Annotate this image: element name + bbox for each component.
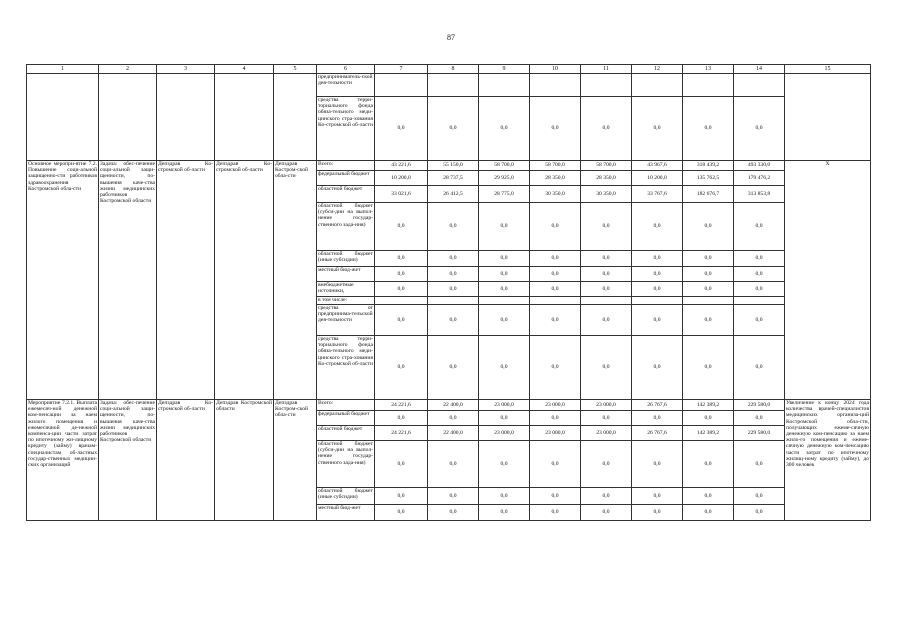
value-cell: 0,0 — [683, 282, 734, 297]
empty-cell — [27, 74, 99, 161]
header-cell: 9 — [479, 65, 530, 74]
value-cell — [683, 74, 734, 97]
header-cell: 8 — [428, 65, 479, 74]
value-cell: 0,0 — [428, 411, 479, 426]
value-cell: 0,0 — [530, 203, 581, 251]
value-cell: 0,0 — [683, 203, 734, 251]
funding-source: Всего: — [317, 400, 375, 411]
value-cell: 26 412,5 — [428, 186, 479, 203]
value-cell: 0,0 — [581, 97, 632, 161]
result-cell — [785, 74, 871, 161]
value-cell: 0,0 — [683, 336, 734, 400]
value-cell: 142 389,2 — [683, 400, 734, 411]
value-cell: 23 000,0 — [530, 426, 581, 441]
value-cell: 0,0 — [581, 411, 632, 426]
value-cell — [428, 74, 479, 97]
header-cell: 4 — [215, 65, 274, 74]
value-cell: 0,0 — [734, 336, 785, 400]
funding-table — [26, 64, 871, 521]
value-cell: 23 000,0 — [479, 426, 530, 441]
value-cell: 58 700,0 — [581, 161, 632, 171]
value-cell: 313 853,8 — [734, 186, 785, 203]
value-cell: 0,0 — [428, 97, 479, 161]
value-cell: 0,0 — [479, 411, 530, 426]
value-cell: 0,0 — [683, 488, 734, 505]
value-cell: 28 350,0 — [581, 171, 632, 186]
value-cell: 23 000,0 — [581, 426, 632, 441]
value-cell: 229 580,0 — [734, 400, 785, 411]
value-cell: 0,0 — [428, 305, 479, 336]
value-cell: 0,0 — [734, 505, 785, 521]
funding-source: областной бюджет (иные субсидии) — [317, 251, 375, 267]
value-cell — [632, 74, 683, 97]
value-cell: 0,0 — [479, 441, 530, 488]
value-cell: 0,0 — [479, 305, 530, 336]
value-cell: 0,0 — [632, 336, 683, 400]
cell-col2: Задача: обес-печение соци-альной защи-щенности, по-вышения каче-ства жизни медицинских работников Костромской области — [99, 161, 157, 400]
value-cell: 0,0 — [375, 488, 428, 505]
empty-cell — [157, 74, 215, 161]
header-cell: 3 — [157, 65, 215, 74]
value-cell: 179 476,2 — [734, 171, 785, 186]
value-cell: 26 767,6 — [632, 400, 683, 411]
value-cell: 0,0 — [375, 251, 428, 267]
value-cell: 0,0 — [479, 251, 530, 267]
header-cell: 15 — [785, 65, 871, 74]
table-row — [27, 161, 871, 171]
value-cell: 0,0 — [632, 267, 683, 282]
value-cell: 22 400,0 — [428, 400, 479, 411]
value-cell: 493 330,0 — [734, 161, 785, 171]
value-cell: 0,0 — [428, 203, 479, 251]
funding-source: в том числе: — [317, 297, 375, 305]
header-cell: 5 — [274, 65, 317, 74]
header-cell: 14 — [734, 65, 785, 74]
value-cell: 0,0 — [530, 97, 581, 161]
header-cell: 13 — [683, 65, 734, 74]
funding-source: областной бюджет (субси-дии на выпол-нение государ-ственного зада-ния) — [317, 441, 375, 488]
value-cell — [581, 297, 632, 305]
page-number: 87 — [447, 33, 455, 42]
cell-col3: Депздрав Ко-стромской об-ласти — [157, 400, 215, 521]
value-cell: 0,0 — [581, 267, 632, 282]
cell-col4: Депздрав Ко-стромской об-ласти — [215, 161, 274, 400]
header-row — [27, 65, 871, 74]
value-cell: 0,0 — [479, 488, 530, 505]
value-cell — [734, 297, 785, 305]
header-cell: 10 — [530, 65, 581, 74]
value-cell: 0,0 — [734, 441, 785, 488]
funding-source: средства от предпринима-тельской дея-тельности — [317, 305, 375, 336]
value-cell: 0,0 — [530, 336, 581, 400]
funding-source: местный бюд-жет — [317, 505, 375, 521]
value-cell — [375, 297, 428, 305]
value-cell: 0,0 — [375, 505, 428, 521]
value-cell: 33 767,6 — [632, 186, 683, 203]
result-cell: Х — [785, 161, 871, 400]
value-cell: 0,0 — [581, 441, 632, 488]
value-cell: 0,0 — [479, 282, 530, 297]
value-cell: 0,0 — [632, 203, 683, 251]
value-cell — [632, 297, 683, 305]
value-cell: 0,0 — [479, 203, 530, 251]
value-cell: 0,0 — [375, 411, 428, 426]
funding-source: местный бюд-жет — [317, 267, 375, 282]
cell-col4: Депздрав Костромской области — [215, 400, 274, 521]
table-row — [27, 74, 871, 97]
value-cell: 0,0 — [734, 251, 785, 267]
cell-col1: Мероприятие 7.2.1. Выплата ежемесяч-ной денежной ком-пенсации за наем жилого помещения и ежемесячной де-нежной компенса-ции части затрат по ипотечному жи-лищному кредиту (займу) врачам-специалистам об-ластных государ-ственных медицин-ских организаций — [27, 400, 99, 521]
header-cell: 12 — [632, 65, 683, 74]
value-cell: 0,0 — [479, 505, 530, 521]
value-cell: 0,0 — [375, 97, 428, 161]
empty-cell — [215, 74, 274, 161]
value-cell: 0,0 — [479, 97, 530, 161]
value-cell — [683, 297, 734, 305]
value-cell: 0,0 — [683, 97, 734, 161]
value-cell: 229 580,0 — [734, 426, 785, 441]
value-cell: 0,0 — [632, 305, 683, 336]
value-cell: 0,0 — [428, 336, 479, 400]
value-cell: 0,0 — [734, 203, 785, 251]
empty-cell — [99, 74, 157, 161]
value-cell: 58 700,0 — [479, 161, 530, 171]
value-cell: 135 762,5 — [683, 171, 734, 186]
value-cell: 0,0 — [479, 267, 530, 282]
cell-col5: Депздрав Костром-ской обла-сти — [274, 400, 317, 521]
value-cell — [375, 74, 428, 97]
value-cell: 0,0 — [375, 203, 428, 251]
result-cell: Увеличение к концу 2024 года количества врачей-специалистов медицинских организа-ций Костромской обла-сти, получающих ежеме-сячную денежную ком-пенсацию за наем жило-го помещения и ежеме-сячную денежную ком-пенсацию части затрат по ипотечному жилищ-ному кредиту (займу), до 300 человек — [785, 400, 871, 521]
value-cell: 0,0 — [734, 488, 785, 505]
value-cell: 0,0 — [683, 441, 734, 488]
value-cell: 0,0 — [530, 505, 581, 521]
value-cell: 24 221,6 — [375, 400, 428, 411]
value-cell: 0,0 — [530, 411, 581, 426]
value-cell: 0,0 — [428, 282, 479, 297]
value-cell: 182 676,7 — [683, 186, 734, 203]
value-cell: 10 200,0 — [632, 171, 683, 186]
value-cell: 0,0 — [632, 282, 683, 297]
value-cell: 29 925,0 — [479, 171, 530, 186]
value-cell: 0,0 — [375, 282, 428, 297]
value-cell: 0,0 — [581, 336, 632, 400]
value-cell: 0,0 — [683, 411, 734, 426]
value-cell: 0,0 — [428, 441, 479, 488]
value-cell: 0,0 — [632, 505, 683, 521]
value-cell: 142 389,2 — [683, 426, 734, 441]
value-cell: 0,0 — [530, 441, 581, 488]
header-cell: 6 — [317, 65, 375, 74]
value-cell: 0,0 — [375, 336, 428, 400]
value-cell: 33 021,6 — [375, 186, 428, 203]
value-cell: 0,0 — [581, 251, 632, 267]
value-cell: 0,0 — [581, 305, 632, 336]
value-cell: 28 350,0 — [530, 171, 581, 186]
funding-source: федеральный бюджет — [317, 171, 375, 186]
value-cell: 0,0 — [375, 441, 428, 488]
value-cell: 0,0 — [530, 282, 581, 297]
value-cell — [734, 74, 785, 97]
value-cell — [479, 297, 530, 305]
value-cell: 0,0 — [632, 488, 683, 505]
value-cell: 43 221,6 — [375, 161, 428, 171]
value-cell: 0,0 — [479, 336, 530, 400]
value-cell: 0,0 — [530, 305, 581, 336]
header-cell: 1 — [27, 65, 99, 74]
value-cell: 0,0 — [581, 488, 632, 505]
value-cell: 0,0 — [581, 282, 632, 297]
cell-col1: Основное меропри-ятие 7.2. Повышение соци-альной защищенно-сти работников здравоохранения Костромской обла-сти — [27, 161, 99, 400]
value-cell: 24 221,6 — [375, 426, 428, 441]
header-cell: 11 — [581, 65, 632, 74]
value-cell: 22 400,0 — [428, 426, 479, 441]
value-cell: 23 000,0 — [581, 400, 632, 411]
value-cell: 30 350,0 — [530, 186, 581, 203]
value-cell — [479, 74, 530, 97]
value-cell — [530, 297, 581, 305]
value-cell: 28 737,5 — [428, 171, 479, 186]
value-cell: 0,0 — [734, 97, 785, 161]
value-cell: 0,0 — [428, 488, 479, 505]
value-cell: 0,0 — [632, 97, 683, 161]
value-cell: 26 767,6 — [632, 426, 683, 441]
value-cell: 0,0 — [375, 305, 428, 336]
value-cell: 0,0 — [428, 505, 479, 521]
funding-source: федеральный бюджет — [317, 411, 375, 426]
value-cell: 0,0 — [428, 251, 479, 267]
value-cell: 0,0 — [581, 505, 632, 521]
value-cell: 30 350,0 — [581, 186, 632, 203]
funding-source: средства терри-ториального фонда обяза-тельного меди-цинского стра-хования Ко-стромской об-ласти — [317, 97, 375, 161]
value-cell: 0,0 — [683, 305, 734, 336]
cell-col5: Депздрав Костром-ской обла-сти — [274, 161, 317, 400]
value-cell: 43 967,6 — [632, 161, 683, 171]
funding-source: внебюджетные источники, — [317, 282, 375, 297]
value-cell: 0,0 — [530, 251, 581, 267]
funding-source: средства терри-ториального фонда обяза-тельного меди-цинского стра-хования Ко-стромской об-ласти — [317, 336, 375, 400]
value-cell: 0,0 — [734, 411, 785, 426]
value-cell: 0,0 — [632, 441, 683, 488]
empty-cell — [274, 74, 317, 161]
value-cell — [581, 74, 632, 97]
value-cell: 23 000,0 — [479, 400, 530, 411]
value-cell: 318 439,2 — [683, 161, 734, 171]
funding-source: областной бюджет (иные субсидии) — [317, 488, 375, 505]
value-cell — [530, 74, 581, 97]
value-cell: 0,0 — [375, 267, 428, 282]
value-cell — [428, 297, 479, 305]
value-cell: 0,0 — [683, 251, 734, 267]
header-cell: 2 — [99, 65, 157, 74]
value-cell: 0,0 — [632, 411, 683, 426]
value-cell: 0,0 — [734, 282, 785, 297]
value-cell: 0,0 — [632, 251, 683, 267]
funding-source: областной бюджет — [317, 186, 375, 203]
value-cell: 0,0 — [530, 488, 581, 505]
funding-source: областной бюджет (субси-дии на выпол-нение государ-ственного зада-ния) — [317, 203, 375, 251]
value-cell: 0,0 — [581, 203, 632, 251]
value-cell: 0,0 — [734, 267, 785, 282]
funding-source: Всего: — [317, 161, 375, 171]
value-cell: 23 000,0 — [530, 400, 581, 411]
value-cell: 58 700,0 — [530, 161, 581, 171]
cell-col3: Депздрав Ко-стромской об-ласти — [157, 161, 215, 400]
header-cell: 7 — [375, 65, 428, 74]
funding-source: областной бюджет — [317, 426, 375, 441]
value-cell: 0,0 — [734, 305, 785, 336]
value-cell: 0,0 — [683, 267, 734, 282]
value-cell: 0,0 — [530, 267, 581, 282]
value-cell: 0,0 — [428, 267, 479, 282]
value-cell: 55 150,0 — [428, 161, 479, 171]
funding-source: предприниматель-ской дея-тельности — [317, 74, 375, 97]
cell-col2: Задача: обес-печение соци-альной защи-щенности, по-вышения каче-ства жизни медицинских работников Костромской области — [99, 400, 157, 521]
table-row — [27, 400, 871, 411]
value-cell: 0,0 — [683, 505, 734, 521]
value-cell: 28 775,0 — [479, 186, 530, 203]
value-cell: 10 200,0 — [375, 171, 428, 186]
